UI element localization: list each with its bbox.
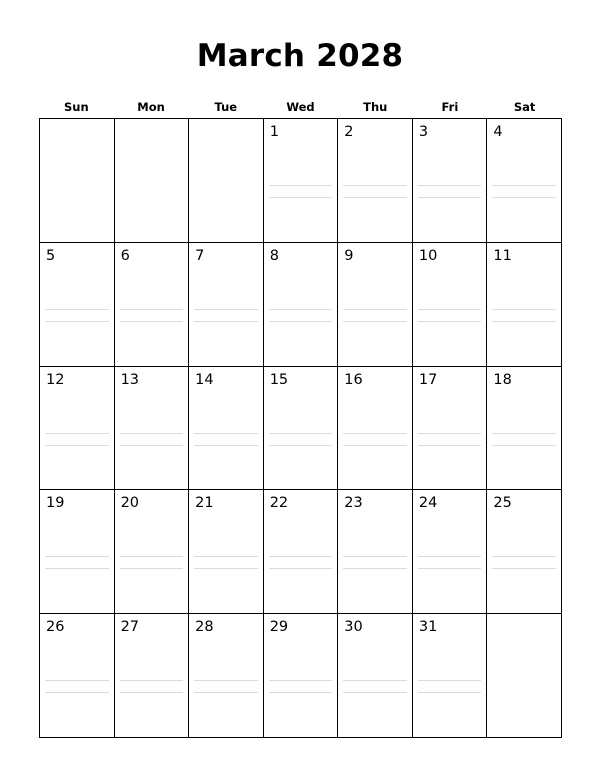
day-number: 27	[120, 619, 140, 636]
note-line	[120, 445, 184, 446]
note-line	[194, 692, 258, 693]
note-line	[194, 568, 258, 569]
note-line	[343, 197, 407, 198]
note-line	[492, 197, 556, 198]
note-line	[269, 680, 333, 681]
day-number: 1	[269, 124, 279, 140]
empty-day-cell	[487, 614, 562, 738]
note-line	[269, 556, 333, 557]
day-number: 20	[120, 495, 140, 512]
note-line	[45, 680, 109, 681]
day-cell-9	[338, 243, 413, 367]
note-line	[269, 568, 333, 569]
day-number: 2	[344, 124, 354, 140]
note-line	[194, 309, 258, 310]
note-line	[418, 445, 482, 446]
weekday-fri: Fri	[441, 100, 459, 114]
note-line	[194, 433, 258, 434]
day-cell-1	[264, 119, 339, 243]
day-cell-3	[413, 119, 488, 243]
day-number: 31	[418, 619, 438, 636]
calendar-title: March 2028	[196, 38, 404, 74]
note-line	[45, 556, 109, 557]
day-number: 12	[46, 371, 65, 388]
day-cell-24	[413, 490, 488, 614]
note-line	[492, 433, 556, 434]
weekday-sat: Sat	[513, 100, 536, 114]
note-line	[45, 445, 109, 446]
note-line	[418, 680, 482, 681]
day-cell-12	[40, 367, 115, 491]
note-line	[418, 556, 482, 557]
day-cell-25	[487, 490, 562, 614]
day-cell-2	[338, 119, 413, 243]
day-number: 17	[418, 371, 438, 388]
day-number: 28	[195, 619, 214, 636]
note-line	[343, 445, 407, 446]
day-number: 4	[493, 124, 503, 140]
day-number: 24	[418, 495, 438, 512]
note-line	[120, 680, 184, 681]
weekday-thu: Thu	[363, 100, 388, 114]
weekday-header-row	[39, 99, 562, 117]
day-number: 6	[120, 247, 130, 264]
note-line	[343, 321, 407, 322]
day-cell-17	[413, 367, 488, 491]
note-line	[45, 433, 109, 434]
note-line	[418, 568, 482, 569]
day-cell-26	[40, 614, 115, 738]
note-line	[492, 309, 556, 310]
day-cell-13	[115, 367, 190, 491]
note-line	[343, 568, 407, 569]
note-line	[343, 433, 407, 434]
note-line	[120, 692, 184, 693]
note-line	[120, 433, 184, 434]
day-cell-5	[40, 243, 115, 367]
note-line	[418, 185, 482, 186]
note-line	[45, 692, 109, 693]
note-line	[45, 321, 109, 322]
note-line	[269, 321, 333, 322]
weekday-sun: Sun	[64, 100, 89, 114]
day-cell-22	[264, 490, 339, 614]
day-cell-20	[115, 490, 190, 614]
note-line	[418, 433, 482, 434]
day-cell-11	[487, 243, 562, 367]
empty-day-cell	[189, 119, 264, 243]
note-line	[269, 185, 333, 186]
day-cell-14	[189, 367, 264, 491]
note-line	[120, 568, 184, 569]
day-cell-29	[264, 614, 339, 738]
day-number: 7	[195, 247, 205, 264]
note-line	[120, 309, 184, 310]
day-number: 15	[269, 371, 289, 388]
note-line	[492, 321, 556, 322]
note-line	[418, 309, 482, 310]
note-line	[418, 692, 482, 693]
day-number: 29	[269, 619, 289, 636]
day-cell-19	[40, 490, 115, 614]
note-line	[194, 680, 258, 681]
note-line	[269, 445, 333, 446]
note-line	[343, 309, 407, 310]
day-number: 3	[418, 124, 429, 140]
note-line	[492, 556, 556, 557]
day-number: 30	[344, 619, 363, 636]
calendar-grid	[39, 118, 562, 738]
day-cell-10	[413, 243, 488, 367]
note-line	[492, 185, 556, 186]
day-cell-23	[338, 490, 413, 614]
day-number: 25	[493, 495, 512, 512]
note-line	[194, 321, 258, 322]
note-line	[120, 556, 184, 557]
day-cell-30	[338, 614, 413, 738]
day-number: 19	[46, 495, 65, 512]
day-cell-28	[189, 614, 264, 738]
note-line	[269, 692, 333, 693]
day-number: 26	[46, 619, 65, 636]
weekday-tue: Tue	[214, 100, 238, 114]
weekday-wed: Wed	[286, 100, 315, 114]
day-number: 14	[195, 371, 214, 388]
day-number: 23	[344, 495, 363, 512]
day-number: 22	[269, 495, 289, 512]
weekday-mon: Mon	[137, 100, 165, 114]
note-line	[269, 197, 333, 198]
note-line	[120, 321, 184, 322]
day-cell-21	[189, 490, 264, 614]
note-line	[418, 197, 482, 198]
note-line	[45, 568, 109, 569]
note-line	[343, 185, 407, 186]
day-cell-7	[189, 243, 264, 367]
day-number: 8	[269, 247, 279, 264]
day-number: 5	[46, 247, 56, 264]
empty-day-cell	[40, 119, 115, 243]
day-number: 11	[493, 247, 512, 264]
note-line	[269, 433, 333, 434]
day-number: 18	[493, 371, 512, 388]
note-line	[343, 680, 407, 681]
note-line	[194, 556, 258, 557]
day-cell-31	[413, 614, 488, 738]
note-line	[418, 321, 482, 322]
day-number: 13	[120, 371, 140, 388]
day-cell-15	[264, 367, 339, 491]
day-cell-18	[487, 367, 562, 491]
empty-day-cell	[115, 119, 190, 243]
note-line	[492, 445, 556, 446]
note-line	[343, 556, 407, 557]
note-line	[194, 445, 258, 446]
day-number: 9	[344, 247, 354, 264]
note-line	[343, 692, 407, 693]
day-cell-8	[264, 243, 339, 367]
day-cell-4	[487, 119, 562, 243]
day-number: 16	[344, 371, 363, 388]
day-cell-27	[115, 614, 190, 738]
day-number: 10	[418, 247, 438, 264]
day-cell-16	[338, 367, 413, 491]
day-number: 21	[195, 495, 214, 512]
note-line	[45, 309, 109, 310]
note-line	[492, 568, 556, 569]
note-line	[269, 309, 333, 310]
day-cell-6	[115, 243, 190, 367]
